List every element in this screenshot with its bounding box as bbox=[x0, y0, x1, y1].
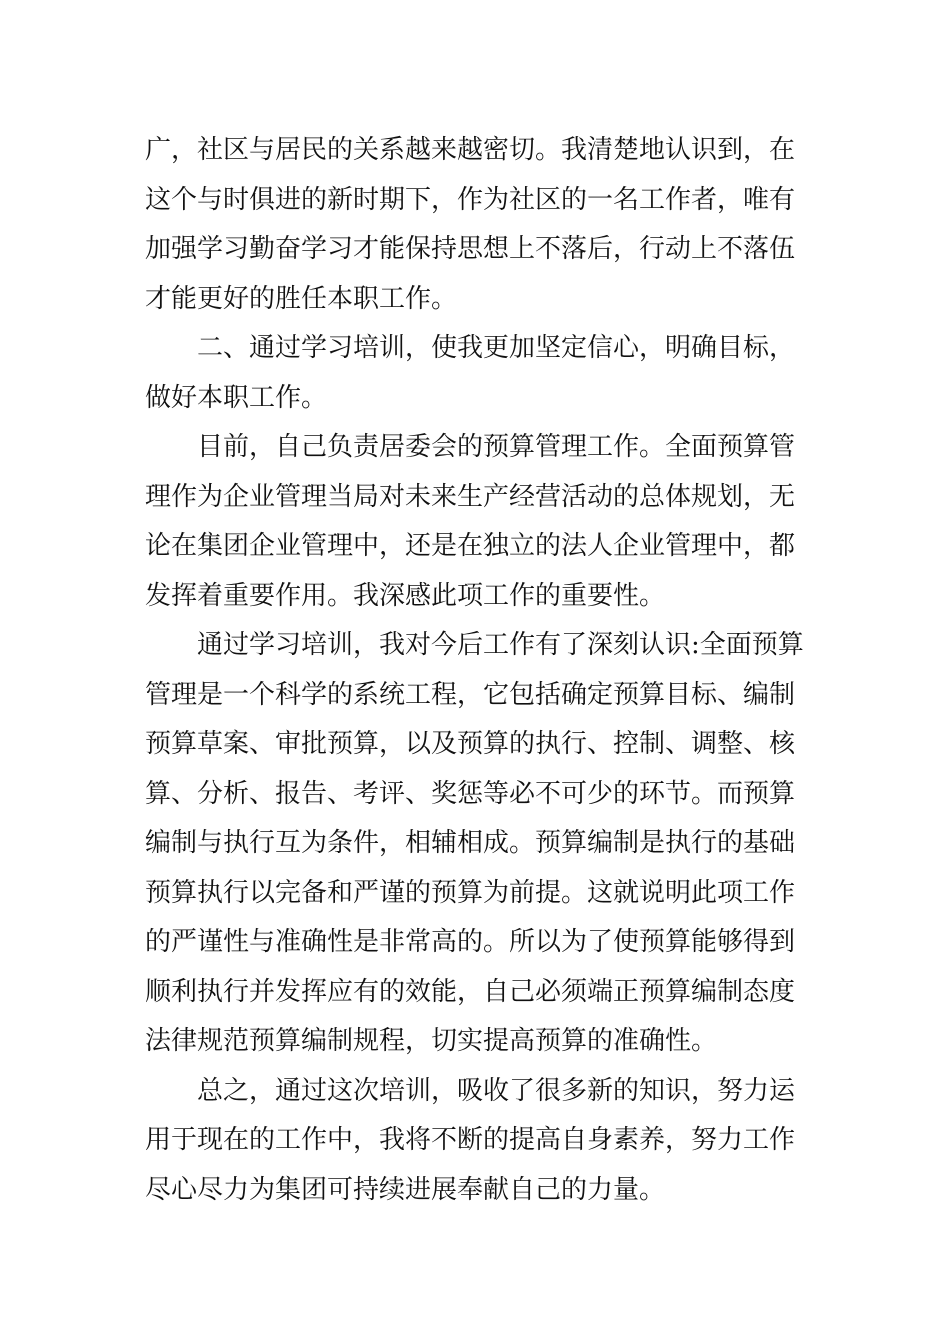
text-line: 才能更好的胜任本职工作。 bbox=[145, 283, 458, 314]
text-line: 这个与时俱进的新时期下，作为社区的一名工作者，唯有 bbox=[145, 184, 796, 215]
body-text bbox=[145, 126, 805, 1215]
text-line: 编制与执行互为条件，相辅相成。预算编制是执行的基础 bbox=[145, 828, 796, 858]
text-line: 理作为企业管理当局对未来生产经营活动的总体规划，无 bbox=[145, 481, 796, 512]
text-line: 发挥着重要作用。我深感此项工作的重要性。 bbox=[145, 580, 666, 611]
section-heading-line: 做好本职工作。 bbox=[145, 382, 328, 413]
text-line: 算、分析、报告、考评、奖惩等必不可少的环节。而预算 bbox=[145, 778, 796, 809]
text-line: 广，社区与居民的关系越来越密切。我清楚地认识到，在 bbox=[145, 135, 796, 165]
text-line: 的严谨性与准确性是非常高的。所以为了使预算能够得到 bbox=[145, 927, 796, 957]
text-line: 通过学习培训，我对今后工作有了深刻认识:全面预算 bbox=[197, 630, 804, 660]
section-heading-line: 二、通过学习培训，使我更加坚定信心，明确目标， bbox=[197, 333, 796, 363]
text-line: 加强学习勤奋学习才能保持思想上不落后，行动上不落伍 bbox=[145, 234, 796, 264]
text-line: 预算执行以完备和严谨的预算为前提。这就说明此项工作 bbox=[145, 877, 796, 908]
text-line: 论在集团企业管理中，还是在独立的法人企业管理中，都 bbox=[145, 531, 796, 561]
text-line: 顺利执行并发挥应有的效能，自己必须端正预算编制态度 bbox=[145, 976, 796, 1007]
text-line: 尽心尽力为集团可持续进展奉献自己的力量。 bbox=[145, 1174, 666, 1205]
text-line: 目前，自己负责居委会的预算管理工作。全面预算管 bbox=[197, 432, 796, 462]
text-line: 预算草案、审批预算，以及预算的执行、控制、调整、核 bbox=[145, 729, 796, 759]
text-line: 总之，通过这次培训，吸收了很多新的知识，努力运 bbox=[197, 1075, 796, 1106]
text-line: 法律规范预算编制规程，切实提高预算的准确性。 bbox=[145, 1026, 718, 1056]
text-line: 管理是一个科学的系统工程，它包括确定预算目标、编制 bbox=[145, 679, 796, 710]
text-line: 用于现在的工作中，我将不断的提高自身素养，努力工作 bbox=[145, 1125, 796, 1155]
